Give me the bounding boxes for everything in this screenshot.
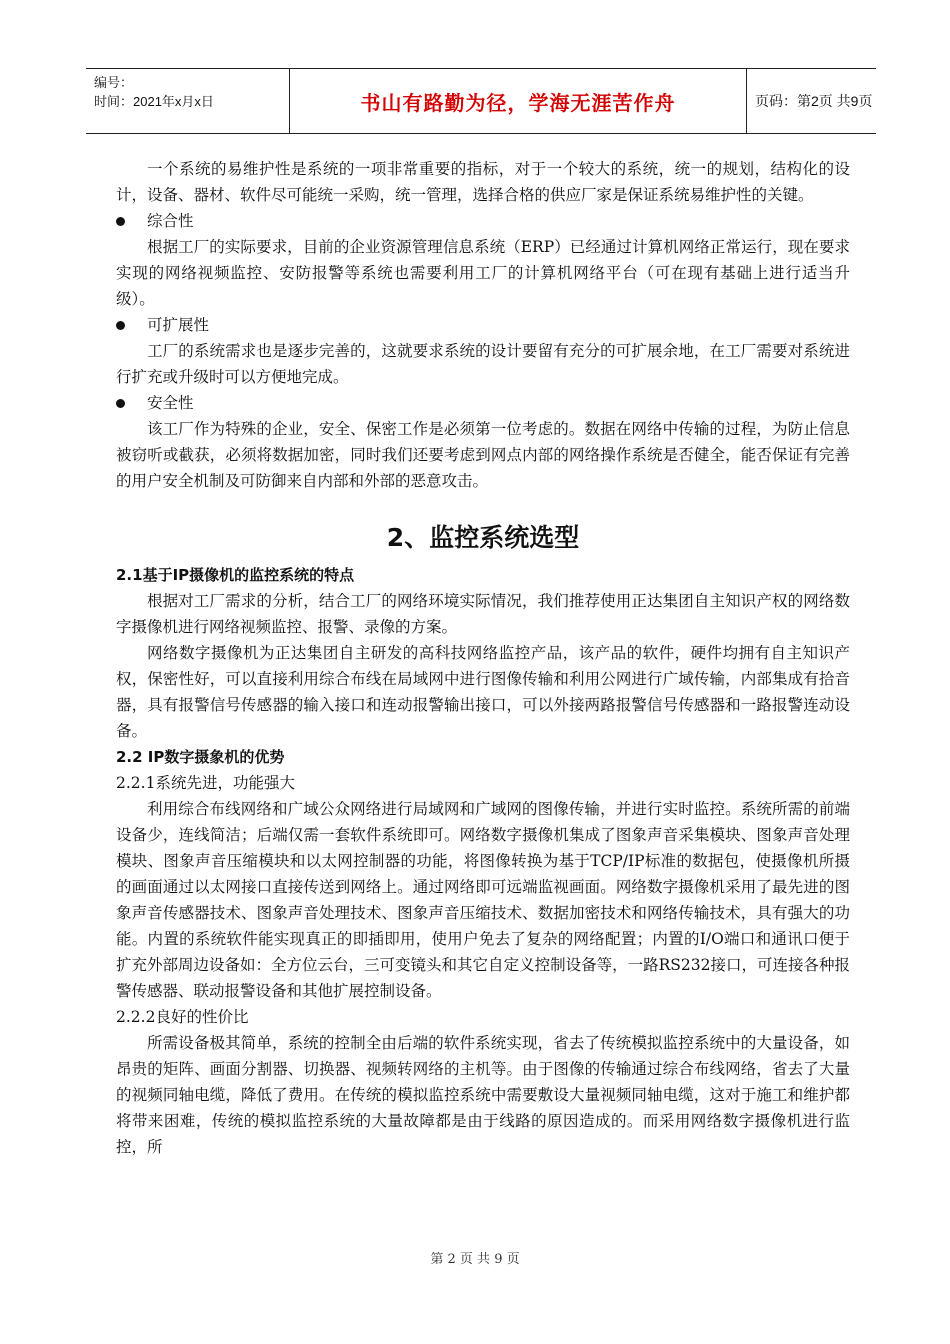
bullet-label: 安全性: [147, 394, 194, 412]
subsection-heading: 2.1基于IP摄像机的监控系统的特点: [116, 566, 355, 584]
bullet-icon: [116, 217, 125, 226]
page-label: 页码：第2页 共9页: [755, 93, 873, 109]
bullet-icon: [116, 399, 125, 408]
section-heading: 2、监控系统选型: [386, 523, 580, 552]
header-slogan-cell: [289, 69, 747, 133]
bullet-label: 综合性: [147, 212, 194, 230]
number-label: 编号：: [94, 75, 134, 90]
time-label: 时间：2021年x月x日: [94, 94, 214, 109]
header-slogan: 书山有路勤为径，学海无涯苦作舟: [360, 90, 676, 115]
subsection-heading: 2.2 IP数字摄象机的优势: [116, 748, 285, 766]
paragraph: 所需设备极其简单，系统的控制全由后端的软件系统实现，省去了传统模拟监控系统中的大量设备，如昂贵的矩阵、画面分割器、切换器、视频转网络的主机等。由于图像的传输通过综合布线网络，省去了大量的视频同轴电缆，降低了费用。在传统的模拟监控系统中需要敷设大量视频同轴电缆，这对于施工和维护都将带来困难，传统的模拟监控系统的大量故障都是由于线路的原因造成的。而采用网络数字摄像机进行监控，所: [116, 1034, 850, 1156]
paragraph: 工厂的系统需求也是逐步完善的，这就要求系统的设计要留有充分的可扩展余地，在工厂需要对系统进行扩充或升级时可以方便地完成。: [116, 342, 850, 386]
subsubsection-heading: 2.2.1系统先进，功能强大: [116, 774, 295, 792]
paragraph: 利用综合布线网络和广域公众网络进行局域网和广域网的图像传输，并进行实时监控。系统所需的前端设备少，连线简洁；后端仅需一套软件系统即可。网络数字摄像机集成了图象声音采集模块、图象声音处理模块、图象声音压缩模块和以太网控制器的功能，将图像转换为基于TCP/IP标准的数据包，使摄像机所摄的画面通过以太网接口直接传送到网络上。通过网络即可远端监视画面。网络数字摄像机采用了最先进的图象声音传感器技术、图象声音处理技术、图象声音压缩技术、数据加密技术和网络传输技术，具有强大的功能。内置的系统软件能实现真正的即插即用，使用户免去了复杂的网络配置；内置的I/O端口和通讯口便于扩充外部周边设备如：全方位云台，三可变镜头和其它自定义控制设备等，一路RS232接口，可连接各种报警传感器、联动报警设备和其他扩展控制设备。: [116, 800, 850, 1000]
bullet-item: [116, 208, 850, 234]
page-header: [86, 68, 876, 134]
document-body: [116, 156, 850, 1160]
paragraph: 根据对工厂需求的分析，结合工厂的网络环境实际情况，我们推荐使用正达集团自主知识产权的网络数字摄像机进行网络视频监控、报警、录像的方案。: [116, 592, 850, 636]
paragraph: 该工厂作为特殊的企业，安全、保密工作是必须第一位考虑的。数据在网络中传输的过程，为防止信息被窃听或截获，必须将数据加密，同时我们还要考虑到网点内部的网络操作系统是否健全，能否保证有完善的用户安全机制及可防御来自内部和外部的恶意攻击。: [116, 420, 850, 490]
paragraph: 根据工厂的实际要求，目前的企业资源管理信息系统（ERP）已经通过计算机网络正常运行，现在要求实现的网络视频监控、安防报警等系统也需要利用工厂的计算机网络平台（可在现有基础上进行适当升级）。: [116, 238, 850, 308]
header-meta: [86, 69, 289, 133]
subsubsection-heading: 2.2.2良好的性价比: [116, 1008, 249, 1026]
bullet-icon: [116, 321, 125, 330]
bullet-label: 可扩展性: [147, 316, 210, 334]
bullet-item: [116, 390, 850, 416]
page-footer: 第 2 页 共 9 页: [430, 1252, 520, 1267]
bullet-item: [116, 312, 850, 338]
paragraph: 一个系统的易维护性是系统的一项非常重要的指标，对于一个较大的系统，统一的规划，结构化的设计，设备、器材、软件尽可能统一采购，统一管理，选择合格的供应厂家是保证系统易维护性的关键。: [116, 160, 850, 204]
paragraph: 网络数字摄像机为正达集团自主研发的高科技网络监控产品，该产品的软件，硬件均拥有自主知识产权，保密性好，可以直接利用综合布线在局域网中进行图像传输和利用公网进行广域传输，内部集成有拾音器，具有报警信号传感器的输入接口和连动报警输出接口，可以外接两路报警信号传感器和一路报警连动设备。: [116, 644, 850, 740]
header-page-cell: [747, 69, 876, 133]
